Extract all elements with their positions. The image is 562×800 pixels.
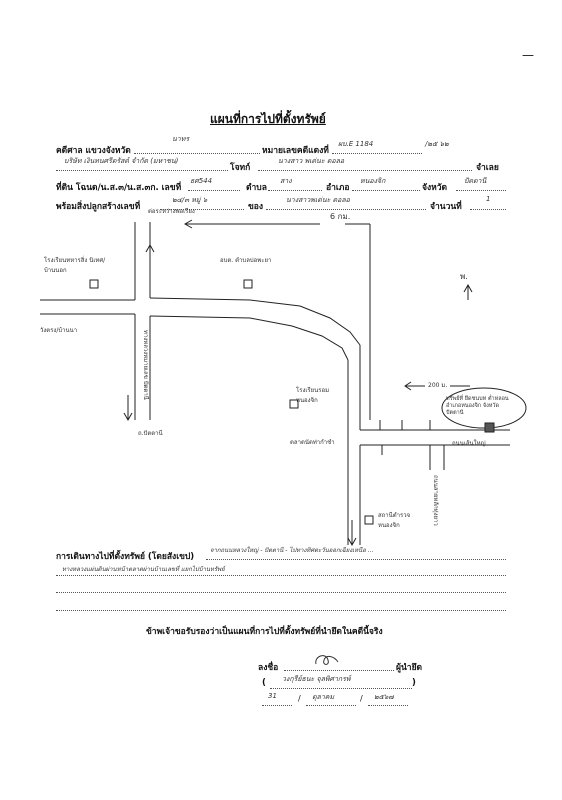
count-value: 1 (486, 195, 491, 203)
plaintiff-value: บริษัท เงินทนศรีตรัสต์ จำกัด (มหาชน) (64, 157, 179, 165)
map-police: สถานีตำรวจ หนองจิก (378, 512, 411, 529)
map-school-mid: โรงเรียนรอม หนองจิก (296, 387, 330, 404)
building-value: ๒๔/๓ หมู่ ๖ (172, 196, 208, 204)
court-value: นาทร (172, 135, 190, 143)
defendant-suffix: จำเลย (476, 163, 499, 173)
of-value: นางสาวพเด่นะ ดอลอ (286, 196, 350, 204)
of-label: ของ (248, 202, 264, 212)
map-road-vertical2: ถนนสายหลักทุ่งยาว (432, 475, 439, 526)
map-distance-200m: 200 ม. (428, 382, 448, 389)
tambon-label: ตำบล (246, 183, 267, 193)
map-north-label: พ. (460, 272, 468, 281)
sign-label: ลงชื่อ (258, 663, 279, 673)
court-label: คดีศาล แขวงจังหวัด (56, 146, 131, 156)
building-marker (90, 280, 98, 288)
amphoe-value: หนองจิก (360, 177, 386, 185)
province-value: ปัตตานี (464, 177, 487, 185)
map-road-top: ต่อระหว่างพอเรียง (148, 208, 195, 215)
property-marker (485, 423, 494, 432)
date-slash-2: / (360, 694, 363, 703)
map-distance-6km: 6 กม. (330, 212, 351, 221)
date-slash-1: / (298, 694, 301, 703)
signer-name: วงกุรีย์ธนะ จุลพิศากรพ์ (282, 675, 351, 683)
land-label: ที่ดิน โฉนด/น.ส.๓/น.ส.๓ก. เลขที่ (56, 183, 182, 193)
map-school-left: โรงเรียนทหารสิ่ง นิเทศ/บ้านนอก (44, 257, 106, 274)
tambon-value: สาง (280, 177, 292, 185)
amphoe-label: อำเภอ (326, 183, 350, 193)
date-year: ๒๕๖๗ (374, 693, 394, 701)
page-title: แผนที่การไปที่ตั้งทรัพย์ (210, 112, 326, 126)
map-to-pattani: ถ.ปัตตานี (138, 430, 163, 437)
map-market: ตลาดนัดท่ากำชำ (290, 439, 335, 446)
defendant-value: นางสาว พเด่นะ ดอลอ (278, 157, 345, 165)
date-month: ตุลาคม (312, 693, 335, 701)
route-line-2: ทางหลวงแผ่นดินผ่านหน้าตลาดผ่านบ้านเลขที่ แยกไปบ้านทรัพย์ (62, 566, 225, 573)
signer-label: ผู้นำยึด (396, 663, 423, 673)
corner-dash: — (522, 48, 534, 62)
signature-mark (312, 650, 342, 670)
building-marker (244, 280, 252, 288)
close-paren: ) (412, 678, 416, 688)
road-line (150, 316, 348, 360)
plaintiff-label: โจทก์ (230, 163, 251, 173)
case-no-label: หมายเลขคดีแดงที่ (262, 146, 329, 156)
building-marker (365, 516, 373, 524)
land-no: ธศ544 (190, 177, 213, 185)
province-label: จังหวัด (422, 183, 448, 193)
map-school-left2: วังตรง/บ้านนา (40, 327, 78, 334)
count-label: จำนวนที่ (430, 202, 462, 212)
case-no-value: ผบ.E 1184 (338, 140, 374, 148)
route-line-1: จากถนนหลวงใหญ่ - ปัตตานี - ไปทางทิศตะวันออกเฉียงเหนือ ... (210, 547, 374, 554)
map-target-road: ถนนเส้นใหญ่ (452, 440, 486, 447)
open-paren: ( (262, 678, 266, 688)
map-property-label: ทรัพย์ที่ ยึดชนบท ต่ำหลอน อำเภอหนองจิก จังหวัดปัตตานี (446, 396, 509, 416)
map-left-lower: ทางหลวงหมายเลข ปัตตานี (142, 330, 149, 400)
road-line (150, 298, 360, 345)
case-year: /๒๕ ๖๒ (425, 140, 449, 148)
building-label: พร้อมสิ่งปลูกสร้างเลขที่ (56, 202, 141, 212)
certification-text: ข้าพเจ้าขอรับรองว่าเป็นแผนที่การไปที่ตั้งทรัพย์ที่นำยึดในคดีนี้จริง (146, 627, 383, 637)
date-day: 31 (268, 692, 277, 700)
map-district-office: อบต. ตำบลบ่อพะยา (220, 257, 272, 264)
route-label: การเดินทางไปที่ตั้งทรัพย์ (โดยสังเขป) (56, 552, 195, 562)
